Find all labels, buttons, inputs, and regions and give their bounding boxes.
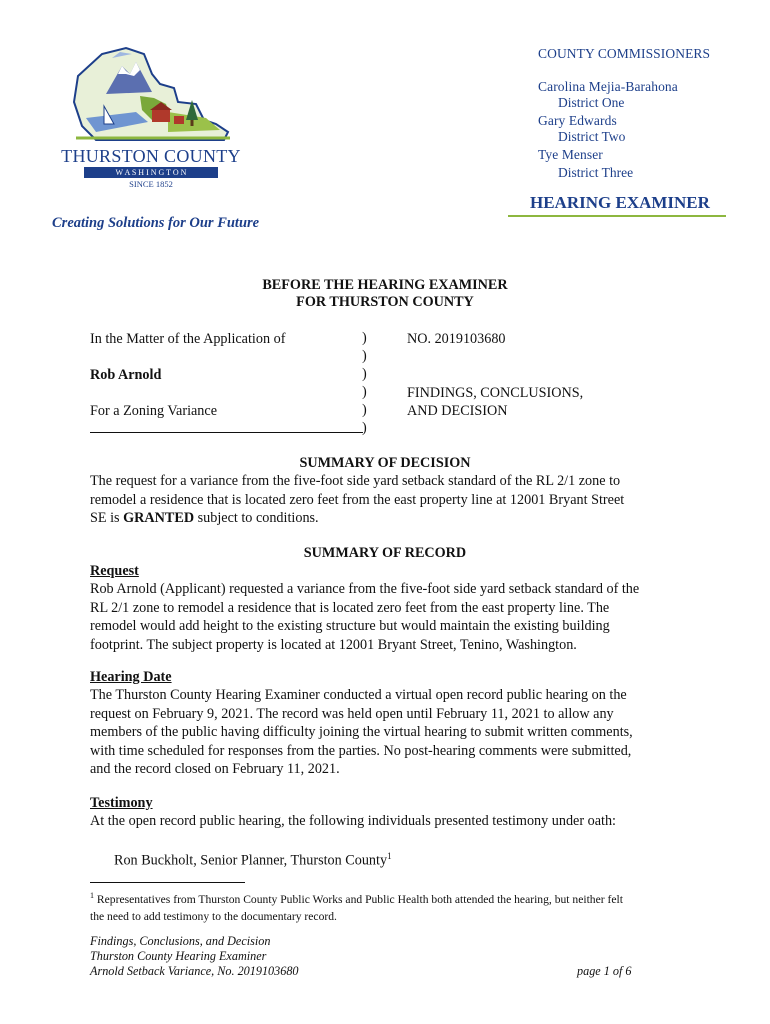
purpose-line: For a Zoning Variance xyxy=(90,403,217,419)
applicant-name: Rob Arnold xyxy=(90,367,162,383)
page-number: page 1 of 6 xyxy=(577,964,632,978)
doc-type-line-2: AND DECISION xyxy=(407,403,508,419)
tagline: Creating Solutions for Our Future xyxy=(52,215,260,231)
testimony-intro: At the open record public hearing, the following individuals presented testimony under oath: xyxy=(90,813,616,829)
decision-text: SE is xyxy=(90,510,124,527)
paragraph-line: request on February 9, 2021. The record was held open until February 11, 2021 to allow any xyxy=(90,705,614,722)
caption-paren: ) xyxy=(362,402,367,418)
summary-record-heading: SUMMARY OF RECORD xyxy=(303,545,467,561)
footnote-text: Representatives from Thurston County Public Works and Public Health both attended the hearing, but neither felt xyxy=(96,892,623,906)
paragraph-line: remodel would add height to the existing structure but would maintain the existing building xyxy=(90,618,610,635)
caption-paren: ) xyxy=(362,366,367,382)
witness-name: Ron Buckholt, Senior Planner, Thurston County xyxy=(114,852,388,869)
commissioner-district: District Two xyxy=(558,129,626,144)
caption-paren: ) xyxy=(362,420,367,436)
paragraph-line: with time scheduled for responses from the parties. No post-hearing comments were submitted, xyxy=(90,742,632,759)
caption-paren: ) xyxy=(362,384,367,400)
footnote-line: the need to add testimony to the documentary record. xyxy=(90,909,337,923)
paragraph-line: members of the public having difficulty joining the virtual hearing to submit written comments, xyxy=(90,724,633,741)
summary-decision-line xyxy=(90,509,690,528)
thurston-county-logo xyxy=(56,40,246,190)
summary-decision-line: remodel a residence that is located zero feet from the east property line at 12001 Bryant Street xyxy=(90,491,625,508)
caption-heading-1: BEFORE THE HEARING EXAMINER xyxy=(262,277,508,293)
case-number: NO. 2019103680 xyxy=(407,331,506,347)
paragraph-line: RL 2/1 zone to remodel a residence that is located zero feet from the east property line. The xyxy=(90,599,610,616)
request-heading: Request xyxy=(90,563,139,579)
paragraph-line: The Thurston County Hearing Examiner conducted a virtual open record public hearing on the xyxy=(90,687,627,703)
caption-paren: ) xyxy=(362,330,367,346)
caption-paren: ) xyxy=(362,348,367,364)
footer-line: Arnold Setback Variance, No. 2019103680 xyxy=(90,964,299,978)
footnote xyxy=(90,887,700,925)
hearing-paragraph xyxy=(90,686,690,779)
request-paragraph xyxy=(90,580,690,654)
commissioner-name: Gary Edwards xyxy=(538,113,617,128)
header-divider xyxy=(508,215,726,217)
commissioners-title: COUNTY COMMISSIONERS xyxy=(538,46,711,61)
footer-line: Findings, Conclusions, and Decision xyxy=(90,934,271,948)
footer-line: Thurston County Hearing Examiner xyxy=(90,949,267,963)
summary-decision-paragraph xyxy=(90,472,690,528)
paragraph-line: Rob Arnold (Applicant) requested a variance from the five-foot side yard setback standard of the xyxy=(90,581,640,597)
witness-entry xyxy=(114,847,392,870)
testimony-heading: Testimony xyxy=(90,795,153,811)
commissioner-name: Carolina Mejia-Barahona xyxy=(538,79,678,94)
footnote-divider xyxy=(90,882,245,883)
matter-line: In the Matter of the Application of xyxy=(90,331,286,347)
caption-heading-2: FOR THURSTON COUNTY xyxy=(296,294,474,310)
commissioner-name: Tye Menser xyxy=(538,147,603,162)
commissioner-district: District One xyxy=(558,95,625,110)
office-title: HEARING EXAMINER xyxy=(530,193,710,212)
paragraph-line: and the record closed on February 11, 2021. xyxy=(90,761,340,778)
summary-decision-heading: SUMMARY OF DECISION xyxy=(299,455,471,471)
logo-county-name: THURSTON COUNTY xyxy=(61,146,241,166)
logo-state-band: W A S H I N G T O N xyxy=(84,167,218,178)
commissioner-district: District Three xyxy=(558,165,634,180)
decision-outcome: GRANTED xyxy=(123,510,195,527)
logo-since: SINCE 1852 xyxy=(129,179,173,189)
footnote-mark: 1 xyxy=(90,891,94,900)
caption-underline xyxy=(90,432,363,433)
decision-text: subject to conditions. xyxy=(194,510,319,527)
footnote-line xyxy=(90,887,700,908)
footnote-reference[interactable]: 1 xyxy=(387,851,392,861)
hearing-date-heading: Hearing Date xyxy=(90,669,172,685)
summary-decision-line: The request for a variance from the five-foot side yard setback standard of the RL 2/1 zone to xyxy=(90,473,621,489)
doc-type-line-1: FINDINGS, CONCLUSIONS, xyxy=(407,385,584,401)
paragraph-line: footprint. The subject property is located at 12001 Bryant Street, Tenino, Washington. xyxy=(90,636,577,653)
